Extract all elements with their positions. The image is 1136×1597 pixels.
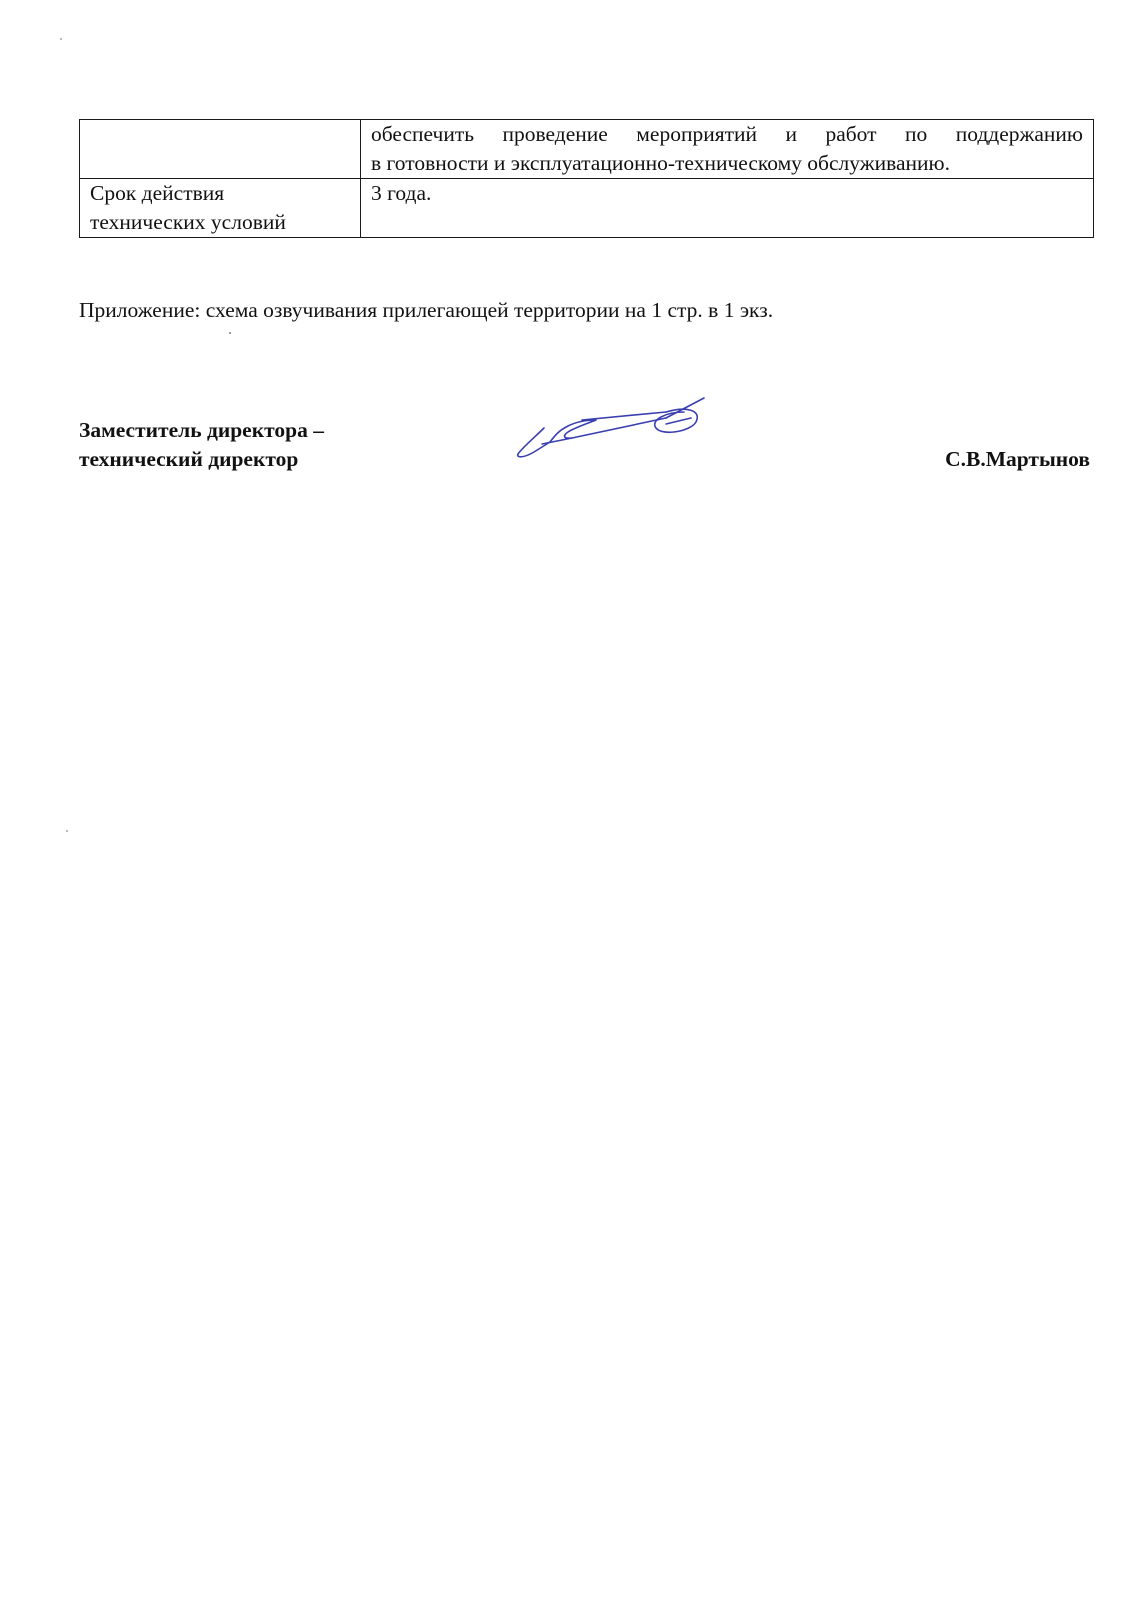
signatory-position bbox=[79, 416, 324, 474]
table-row bbox=[80, 179, 1094, 238]
signatory-name: С.В.Мартынов bbox=[945, 447, 1090, 471]
table-cell-label bbox=[80, 120, 361, 179]
table-cell-value: 3 года. bbox=[361, 179, 1094, 238]
table-row bbox=[80, 120, 1094, 179]
scan-speck bbox=[60, 38, 62, 40]
signatory-position-line: технический директор bbox=[79, 447, 299, 471]
signatory-position-line: Заместитель директора – bbox=[79, 418, 324, 442]
scan-speck bbox=[66, 830, 68, 832]
handwritten-signature bbox=[516, 392, 716, 467]
table-cell-value-line: в готовности и эксплуатационно-техническому обслуживанию. bbox=[371, 151, 950, 175]
scan-speck bbox=[229, 332, 231, 334]
table-cell-label-line: технических условий bbox=[90, 210, 286, 234]
appendix-note: Приложение: схема озвучивания прилегающей территории на 1 стр. в 1 экз. bbox=[79, 298, 774, 322]
table-cell-label-line: Срок действия bbox=[90, 181, 225, 205]
table-cell-value-line: обеспечить проведение мероприятий и работ по поддержанию bbox=[371, 122, 1083, 146]
table-cell-label bbox=[80, 179, 361, 238]
technical-conditions-table bbox=[79, 119, 1094, 238]
table-cell-value bbox=[361, 120, 1094, 179]
